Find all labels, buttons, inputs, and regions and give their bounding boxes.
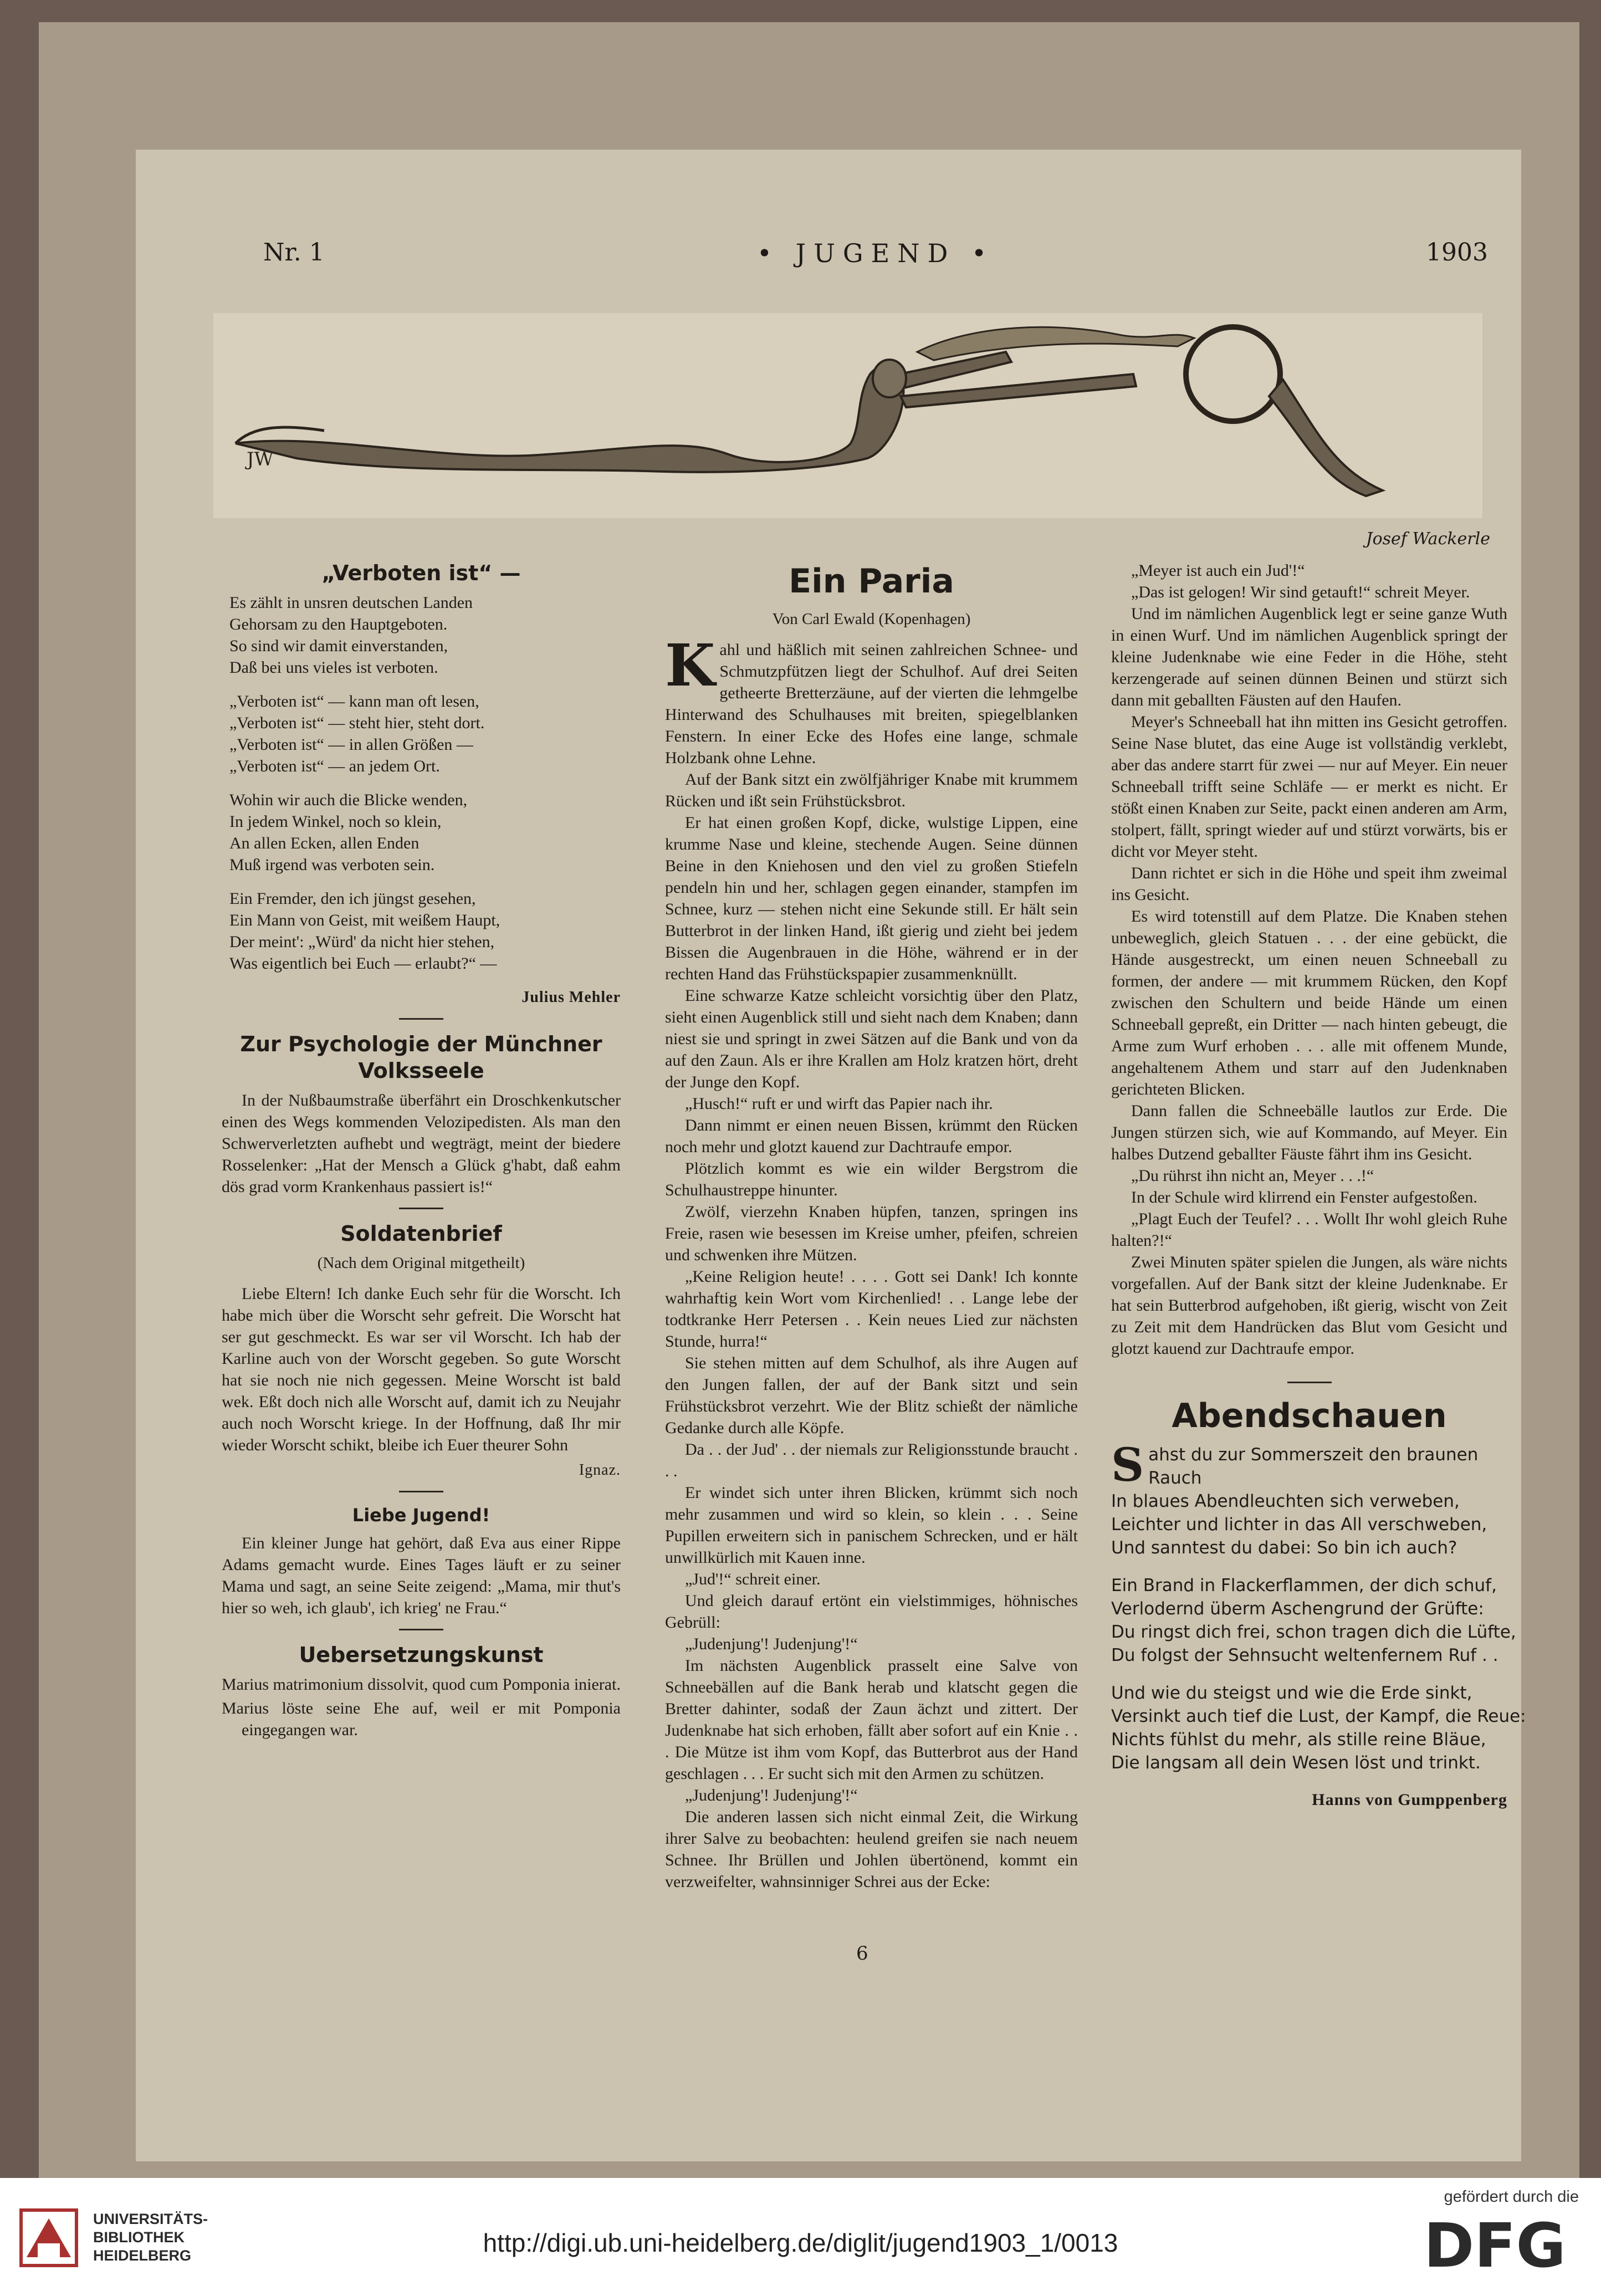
verse-line: In jedem Winkel, noch so klein, [229,812,442,831]
abendschauen-title: Abendschauen [1172,1397,1447,1435]
paria-continued: Meyer's Schneeball hat ihn mitten ins Gesicht getroffen. Seine Nase blutet, das eine Auge ist vollständig verklebt, aber das andere starrt für zwei — nur auf Meyer. Ein neuer Schneeball trifft seine Schläfe — er merkt es nicht. Er stößt einen Knaben zur Seite, packt einen anderen am Arm, stolpert, fällt, springt wieder auf und stürzt vorwärts, bis er dicht vor Meyer steht. [1111,713,1507,861]
verse-line: In blaues Abendleuchten sich verweben, [1111,1491,1460,1511]
page-header [263,238,1488,277]
section-divider [1287,1382,1332,1383]
verse-line: Du ringst dich frei, schon tragen dich die Lüfte, [1111,1622,1516,1642]
paria-paragraph: Da . . der Jud' . . der niemals zur Religionsstunde braucht . . . [665,1440,1078,1480]
verse-line: Gehorsam zu den Hauptgeboten. [229,615,448,633]
uebersetzung-latin: Marius matrimonium dissolvit, quod cum Pomponia inierat. [222,1675,621,1694]
column-left [222,560,621,1743]
paria-paragraph: Und gleich darauf ertönt ein vielstimmiges, höhnisches Gebrüll: [665,1592,1078,1632]
paria-continued: „Plagt Euch der Teufel? . . . Wollt Ihr wohl gleich Ruhe halten?!“ [1111,1210,1507,1250]
document-url-link[interactable]: http://digi.ub.uni-heidelberg.de/diglit/jugend1903_1/0013 [483,2228,1118,2257]
abendschauen-dropcap: S [1111,1439,1144,1492]
paria-continued: „Das ist gelogen! Wir sind getauft!“ schreit Meyer. [1131,583,1470,601]
paria-paragraph: Er hat einen großen Kopf, dicke, wulstige Lippen, eine krumme Nase und kleine, stechende Augen. Seine dünnen Beine in den Kniehosen und den viel zu großen Stiefeln pendeln hin und her, schlagen gegen einander, stampfen im Schnee, kurz — stehen nicht eine Sekunde still. Er hält sein Butterbrot in der linken Hand, ißt gierig und zieht bei jedem Bissen die Augenbrauen in die Höhe, während er in der rechten Hand das Frühstückspapier zusammenknüllt. [665,814,1078,983]
abendschauen-stanza [1111,1574,1516,1667]
verse-line: ahst du zur Sommerszeit den braunen Rauch [1148,1445,1479,1488]
dfg-logo[interactable] [1424,2214,1579,2275]
verse-line: Nichts fühlst du mehr, als stille reine Bläue, [1111,1730,1486,1750]
verboten-stanza [229,592,621,678]
verse-line: Wohin wir auch die Blicke wenden, [229,791,468,809]
paria-paragraph: „Judenjung'! Judenjung'!“ [685,1635,858,1653]
paria-byline: Von Carl Ewald (Kopenhagen) [772,610,971,628]
verse-line: Versinkt auch tief die Lust, der Kampf, die Reue: [1111,1706,1526,1726]
abendschauen-stanza [1111,1681,1526,1775]
banner-illustration [213,313,1482,518]
paria-paragraph [665,631,1078,769]
mermaid-illustration [213,313,1482,518]
section-divider [399,1491,443,1492]
verse-line: „Verboten ist“ — kann man oft lesen, [229,692,479,710]
paria-continued: Es wird totenstill auf dem Platze. Die Knaben stehen unbeweglich, gleich Statuen . . . der eine gebückt, die Hände ausgestreckt, um einen neuen Schneeball zu formen, der andere — mit krummem Rücken, den Kopf zwischen den Schultern und beide Hände um einen Schneeball gepreßt, ein Dritter — nach hinten gebeugt, die Arme zum Wurf erhoben . . . alle mit offenem Munde, angehaltenem Athem und starr auf den Judenknaben gerichteten Blicken. [1111,907,1507,1098]
verse-line: Muß irgend was verboten sein. [229,856,435,874]
library-name-line: BIBLIOTHEK [93,2229,185,2246]
verboten-stanza [229,789,621,876]
verboten-title: „Verboten ist“ — [321,561,521,585]
verse-line: Ein Fremder, den ich jüngst gesehen, [229,889,476,908]
verboten-stanza [229,691,621,777]
verse-line: Und wie du steigst und wie die Erde sinkt, [1111,1683,1472,1703]
verboten-stanza [229,888,621,974]
dfg-logo-text: DFG [1424,2214,1566,2275]
verse-line: Und sanntest du dabei: So bin ich auch? [1111,1538,1457,1558]
magazine-title: • JUGEND • [756,238,995,268]
paria-paragraph: Auf der Bank sitzt ein zwölfjähriger Knabe mit krummem Rücken und ißt sein Frühstücksbrot. [665,770,1078,810]
library-name-line: UNIVERSITÄTS- [93,2211,208,2227]
paragraph-text: ahl und häßlich mit seinen zahlreichen Schnee- und Schmutzpfützen liegt der Schulhof. Auf drei Seiten getheerte Bretterzäune, auf der vierten die lehmgelbe Hinterwand des Schulhauses mit breiten, spiegelblanken Fenstern. In einer Ecke des Hofes eine lange, schmale Holzbank ohne Lehne. [665,641,1078,767]
column-right [1111,560,1526,1821]
paria-paragraph: Dann nimmt er einen neuen Bissen, krümmt den Rücken noch mehr und glotzt kauend zur Dachtraufe empor. [665,1116,1078,1156]
soldatenbrief-text: Liebe Eltern! Ich danke Euch sehr für die Worscht. Ich habe mich über die Worscht sehr gefreit. Die Worscht hat ser gut geschmeckt. Es war ser vil Worscht. Ich hab der Karline auch von der Worscht gegeben. So gute Worscht hat sie noch nie nich gegessen. Meine Worscht ist bald wek. Eßt doch nich alle Worscht auf, damit ich zu Neujahr auch noch Worscht kriege. In der Hoffnung, daß Ihr mir wieder Worscht schikt, bleibe ich Euer theurer Sohn [222,1285,621,1454]
psychologie-text: In der Nußbaumstraße überfährt ein Droschkenkutscher einen des Wegs kommenden Velozipedisten. Als man den Schwerverletzten aufhebt und wegträgt, meint der biedere Rosselenker: „Hat der Mensch a Glück g'habt, daß eahm dös grad vorm Krankenhaus passiert is!“ [222,1091,621,1196]
uebersetzung-german: Marius löste seine Ehe auf, weil er mit Pomponia eingegangen war. [222,1699,621,1739]
section-divider [399,1208,443,1209]
jugend-title: Liebe Jugend! [352,1505,490,1526]
paria-continued: „Meyer ist auch ein Jud'!“ [1131,561,1305,580]
paria-continued: Zwei Minuten später spielen die Jungen, als wäre nichts vorgefallen. Auf der Bank sitzt der kleine Judenknabe. Er hat sein Butterbrod aufgehoben, ißt gierig, wischt von Zeit zu Zeit mit dem Handrücken das Blut vom Gesicht und glotzt kauend zur Dachtraufe empor. [1111,1253,1507,1358]
section-divider [399,1018,443,1020]
page-number: 6 [856,1942,868,1965]
paria-continued: „Du rührst ihn nicht an, Meyer . . .!“ [1131,1167,1374,1185]
verse-line: Was eigentlich bei Euch — erlaubt?“ — [229,954,497,973]
paria-title: Ein Paria [789,562,954,601]
verse-line: Ein Brand in Flackerflammen, der dich schuf, [1111,1576,1497,1596]
soldatenbrief-subtitle: (Nach dem Original mitgetheilt) [317,1254,525,1272]
library-name-line: HEIDELBERG [93,2247,192,2264]
year: 1903 [1426,238,1488,267]
paria-paragraph: „Judenjung'! Judenjung'!“ [685,1786,858,1804]
paria-paragraph: Plötzlich kommt es wie ein wilder Bergstrom die Schulhaustreppe hinunter. [665,1159,1078,1199]
paria-paragraph: Sie stehen mitten auf dem Schulhof, als ihre Augen auf den Jungen fallen, der auf der Bank sitzt und sein Frühstücksbrot verzehrt. Wie der Blitz schießt der nämliche Gedanke durch alle Köpfe. [665,1354,1078,1437]
footer-bar [0,2178,1601,2296]
paria-paragraph: „Jud'!“ schreit einer. [685,1570,821,1588]
paria-paragraph: „Husch!“ ruft er und wirft das Papier nach ihr. [685,1095,993,1113]
paria-dropcap: K [665,631,715,699]
verse-line: An allen Ecken, allen Enden [229,834,420,852]
verse-line: Der meint': „Würd' da nicht hier stehen, [229,933,495,951]
abendschauen-author: Hanns von Gumppenberg [1312,1791,1507,1809]
verboten-author: Julius Mehler [521,989,621,1006]
artist-credit: Josef Wackerle [1365,529,1490,549]
soldatenbrief-signature: Ignaz. [579,1461,621,1479]
paria-continued: Dann fallen die Schneebälle lautlos zur Erde. Die Jungen stürzen sich, wie auf Kommando, auf Meyer. Ein halbes Dutzend geballter Fäuste fährt ihm ins Gesicht. [1111,1102,1507,1163]
soldatenbrief-title: Soldatenbrief [340,1221,502,1246]
abendschauen-stanza [1111,1439,1507,1559]
verse-line: Es zählt in unsren deutschen Landen [229,594,473,612]
paria-continued: Dann richtet er sich in die Höhe und speit ihm zweimal ins Gesicht. [1111,864,1507,904]
funded-by-label: gefördert durch die [1444,2188,1579,2206]
psychologie-title: Zur Psychologie der Münchner Volksseele [240,1032,602,1083]
uebersetzung-title: Uebersetzungskunst [299,1643,544,1667]
jugend-text: Ein kleiner Junge hat gehört, daß Eva aus einer Rippe Adams gemacht wurde. Eines Tages läuft er zu seiner Mama und sagt, an seine Seite zeigend: „Mama, mir thut's hier so weh, ich glaub', ich krieg' ne Frau.“ [222,1534,621,1617]
paria-continued: In der Schule wird klirrend ein Fenster aufgestoßen. [1131,1188,1477,1206]
paria-paragraph: Die anderen lassen sich nicht einmal Zeit, die Wirkung ihrer Salve zu beobachten: heulend greifen sie nach neuem Schnee. Ihr Brüllen und Johlen übertönend, kommt ein verzweifelter, wahnsinniger Schrei aus der Ecke: [665,1808,1078,1891]
verse-line: „Verboten ist“ — an jedem Ort. [229,757,440,775]
verse-line: Verlodernd überm Aschengrund der Grüfte: [1111,1599,1484,1619]
banner-signature: JW [247,448,274,471]
verse-line: „Verboten ist“ — in allen Größen — [229,735,473,754]
paria-paragraph: Eine schwarze Katze schleicht vorsichtig über den Platz, sieht einen Augenblick still und sieht nach dem Knaben; dann niest sie und springt in zwei Sätzen auf die Bank und von da auf den Zaun. Als er ihre Krallen am Holz kratzen hört, dreht der Junge den Kopf. [665,986,1078,1091]
verse-line: Daß bei uns vieles ist verboten. [229,658,438,677]
paria-paragraph: „Keine Religion heute! . . . . Gott sei Dank! Ich konnte wahrhaftig kein Wort vom Kirchenlied! . . Lange lebe der todtkranke Herr Petersen . . Kein neues Lied zur nächsten Stunde, hurra!“ [665,1267,1078,1351]
verse-line: Du folgst der Sehnsucht weltenfernem Ruf . . [1111,1645,1498,1665]
verse-line: Die langsam all dein Wesen löst und trinkt. [1111,1753,1481,1773]
paria-continued: Und im nämlichen Augenblick legt er seine ganze Wuth in einen Wurf. Und im nämlichen Augenblick springt der kleine Judenknabe wie eine Feder in die Höhe, steht kerzengerade auf seinen dünnen Beinen und stürzt sich dann mit geballten Fäusten auf den Haufen. [1111,605,1507,709]
paria-paragraph: Zwölf, vierzehn Knaben hüpfen, tanzen, springen ins Freie, rasen wie besessen im Kreise umher, pfeifen, schreien und schwenken ihre Mützen. [665,1203,1078,1264]
paria-paragraph: Er windet sich unter ihren Blicken, krümmt sich noch mehr zusammen und wird so klein, so klein . . . Seine Pupillen erweitern sich in panischem Schrecken, und er hält unwillkürlich mit Kauen inne. [665,1484,1078,1567]
column-middle [665,560,1078,1893]
verse-line: Ein Mann von Geist, mit weißem Haupt, [229,911,500,929]
paria-paragraph: Im nächsten Augenblick prasselt eine Salve von Schneebällen auf die Bank herab und klatscht gegen die Bretter dahinter, sodaß der Zaun ächzt und zittert. Der Judenknabe hat sich erhoben, fällt aber sofort auf ein Knie . . . Die Mütze ist ihm vom Kopf, das Butterbrot aus der Hand geschlagen . . . Er sucht sich mit den Armen zu schützen. [665,1656,1078,1783]
issue-number: Nr. 1 [263,238,325,267]
verse-line: Leichter und lichter in das All verschweben, [1111,1515,1487,1535]
verse-line: So sind wir damit einverstanden, [229,637,448,655]
section-divider [399,1629,443,1630]
verse-line: „Verboten ist“ — steht hier, steht dort. [229,714,485,732]
